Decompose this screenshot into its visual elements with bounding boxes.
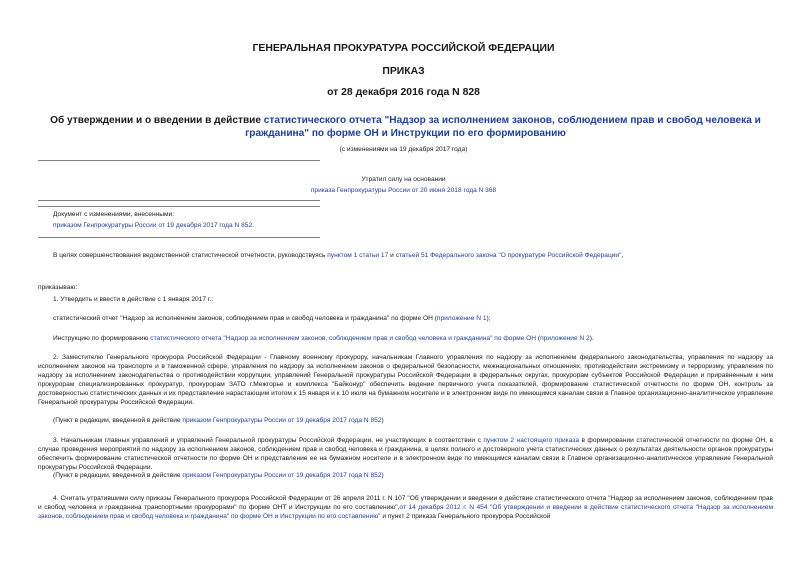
amendment-link-p2[interactable]: приказом Генпрокуратуры России от 19 декабря 2017 года N 852 — [182, 417, 382, 424]
appendix-1-link[interactable]: приложение N 1 — [436, 315, 487, 322]
expired-note: Утратил силу на основании — [361, 176, 446, 183]
paragraph-2: 2. Заместителю Генерального прокурора Российской Федерации - Главному военному прокурору, начальникам Главного управления по надзору за исполнением федерального законодательства, управления по надзору за исполнением законов на транспорте и в таможенной сфере, управления по надзору за исполнением законов о федеральной безопасности, межнациональных отношениях, противодействии экстремизму и терроризму, управления по надзору за исполнением законодательства о противодействии коррупции, управлений Генеральной прокуратуры Российской Федерации в федеральных округах, прокурорам субъектов Российской Федерации и приравненным к ним прокурорам специализированных прокуратур, прокурорам ЗАТО г.Межгорье и комплекса "Байконур" обеспечить ведение первичного учета показателей, формирование статистической отчетности по форме ОН, контроль за достоверностью статистических данных и их представление нарастающим итогом к 15 января и к 10 июля на бумажном носителе и в электронном виде по имеющимся каналам связи в Главное организационно-аналитическое управление Генеральной прокуратуры Российской Федерации. — [38, 354, 773, 407]
expired-order-link[interactable]: приказа Генпрокуратуры России от 20 июня 2018 года N 368 — [310, 187, 497, 194]
paragraph-1b: Инструкцию по формированию статистического отчета "Надзор за исполнением законов, соблюдением прав и свобод человека и гражданина" по форме ОН (приложение N 2). — [53, 335, 594, 342]
document-title: Об утверждении и о введении в действие статистического отчета "Надзор за исполнением законов, соблюдением прав и свобод человека и гражданина" по форме ОН и Инструкции по его формированию — [50, 115, 761, 139]
law-article-51-link[interactable]: статьей 51 Федерального закона "О прокуратуре Российской Федерации" — [395, 252, 622, 259]
paragraph-3-note: (Пункт в редакции, введенной в действие приказом Генпрокуратуры России от 19 декабря 2017 года N 852) — [53, 472, 384, 479]
paragraph-2-reference-link[interactable]: пунктом 2 настоящего приказа — [483, 437, 579, 444]
paragraph-1: 1. Утвердить и ввести в действие с 1 января 2017 г.: — [53, 296, 214, 303]
document-type: ПРИКАЗ — [382, 66, 425, 77]
divider — [38, 200, 320, 201]
paragraph-4: 4. Считать утратившими силу приказы Генерального прокурора Российской Федерации от 26 апреля 2011 г. N 107 "Об утверждении и введении в действие статистического отчета "Надзор за исполнением законов, соблюдением прав и свобод человека и гражданина транспортными прокурорами" по форме ОНТ и Инструкции по его составлению",от 14 декабря 2012 г. N 454 "Об утверждении и введении в действие статистического отчета "Надзор за исполнением законов, соблюдением прав и свобод человека и гражданина" по форме ОН и Инструкции по его составлению" и пункт 2 приказа Генерального прокурора Российской — [38, 495, 773, 521]
law-article-17-link[interactable]: пунктом 1 статьи 17 — [327, 252, 389, 259]
paragraph-1a: статистический отчет "Надзор за исполнением законов, соблюдением прав и свобод человека и гражданина" по форме ОН (приложение N 1); — [53, 315, 491, 322]
edit-note: (с изменениями на 19 декабря 2017 года) — [339, 146, 468, 153]
paragraph-3: 3. Начальникам главных управлений и управлений Генеральной прокуратуры Российской Федерации, не участвующих в соответствии с пунктом 2 настоящего приказа в формировании статистической отчетности по форме ОН, в случае проведения мероприятий по надзору за исполнением законов, соблюдением прав и свобод человека и гражданина, в целях полного и достоверного учета статистических данных о результатах деятельности органов прокуратуры обеспечить формирование статистической отчетности по форме ОН и представление ее на бумажном носителе и в электронном виде по имеющимся каналам связи в Главное организационно-аналитическое управление Генеральной прокуратуры Российской Федерации. — [38, 437, 773, 472]
changes-line: приказом Генпрокуратуры России от 19 декабря 2017 года N 852. — [53, 222, 254, 229]
appendix-2-link[interactable]: приложение N 2 — [540, 335, 590, 342]
changes-order-link[interactable]: приказом Генпрокуратуры России от 19 декабря 2017 года N 852 — [53, 222, 253, 229]
divider — [38, 237, 320, 238]
paragraph-2-note: (Пункт в редакции, введенной в действие приказом Генпрокуратуры России от 19 декабря 2017 года N 852) — [53, 417, 384, 424]
title-link[interactable]: статистического отчета "Надзор за исполнением законов, соблюдением прав и свобод человека и гражданина" по форме ОН и Инструкции по его формированию — [245, 115, 761, 139]
document-date: от 28 декабря 2016 года N 828 — [327, 87, 480, 98]
preamble: В целях совершенствования ведомственной статистической отчетности, руководствуясь пунктом 1 статьи 17 и статьей 51 Федерального закона "О прокуратуре Российской Федерации", — [53, 252, 624, 259]
changes-label: Документ с изменениями, внесенными: — [53, 211, 175, 218]
order-454-link[interactable]: от 14 декабря 2012 г. N 454 "Об утверждении и введении в действие статистического отчета "Надзор за исполнением законов, соблюдением прав и свобод человека и гражданина" по форме ОН и Инструкции по его составлению" — [38, 504, 773, 521]
amendment-link-p3[interactable]: приказом Генпрокуратуры России от 19 декабря 2017 года N 852 — [182, 472, 382, 479]
divider — [38, 160, 320, 161]
divider — [38, 206, 320, 207]
instruction-link[interactable]: статистического отчета "Надзор за исполнением законов, соблюдением прав и свобод человека и гражданина" по форме ОН — [150, 335, 537, 342]
organization-name: ГЕНЕРАЛЬНАЯ ПРОКУРАТУРА РОССИЙСКОЙ ФЕДЕРАЦИИ — [252, 43, 555, 54]
order-word: приказываю: — [38, 284, 78, 291]
